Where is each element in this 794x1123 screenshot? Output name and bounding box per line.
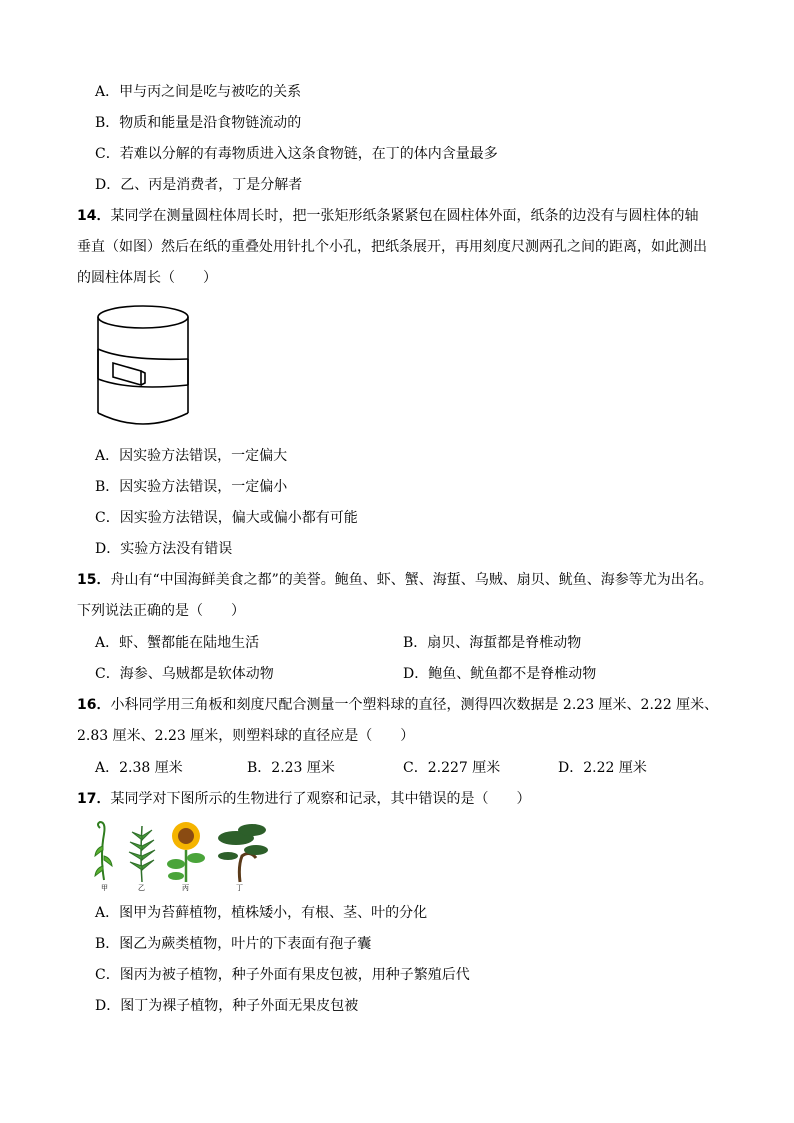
q17-option-c: C．图丙为被子植物，种子外面有果皮包被，用种子繁殖后代: [95, 967, 470, 983]
fern-plant-image: [129, 826, 155, 882]
q15-stem-line-2: 下列说法正确的是（ ）: [77, 603, 245, 619]
q16-stem-line-2: 2.83 厘米、2.23 厘米，则塑料球的直径应是（ ）: [77, 728, 415, 744]
q16-option-c: C．2.227 厘米: [403, 760, 501, 776]
q15-option-b: B．扇贝、海蜇都是脊椎动物: [403, 635, 582, 651]
q13-option-a: A．甲与丙之间是吃与被吃的关系: [95, 84, 302, 100]
plant-label-ding: 丁: [236, 884, 243, 892]
plants-illustration: [90, 816, 270, 884]
q14-option-a: A．因实验方法错误，一定偏大: [95, 448, 288, 464]
q16-option-a: A．2.38 厘米: [95, 760, 183, 776]
q15-stem-line-1: 15．舟山有“中国海鲜美食之都”的美誉。鲍鱼、虾、蟹、海蜇、乌贼、扇贝、鱿鱼、海参等尤为出名。: [77, 572, 713, 588]
q16-option-b: B．2.23 厘米: [247, 760, 335, 776]
q17-option-d: D．图丁为裸子植物，种子外面无果皮包被: [95, 998, 359, 1014]
q14-number: 14．: [77, 208, 111, 224]
q14-stem-line-1: 14．某同学在测量圆柱体周长时，把一张矩形纸条紧紧包在圆柱体外面，纸条的边没有与圆柱体的轴: [77, 208, 699, 224]
pine-plant-image: [218, 824, 268, 882]
q13-option-d: D．乙、丙是消费者，丁是分解者: [95, 177, 303, 193]
q15-number: 15．: [77, 572, 111, 588]
sunflower-plant-image: [167, 822, 205, 882]
q14-stem-line-2: 垂直（如图）然后在纸的重叠处用针扎个小孔，把纸条展开，再用刻度尺测两孔之间的距离，如此测出: [77, 239, 707, 255]
q16-number: 16．: [77, 697, 111, 713]
q17-option-b: B．图乙为蕨类植物，叶片的下表面有孢子囊: [95, 936, 372, 952]
plant-label-yi: 乙: [138, 884, 145, 892]
plant-label-bing: 丙: [182, 884, 189, 892]
q14-stem-line-3: 的圆柱体周长（ ）: [77, 270, 217, 286]
q17-stem-line-1: 17．某同学对下图所示的生物进行了观察和记录，其中错误的是（ ）: [77, 791, 531, 807]
q13-option-b: B．物质和能量是沿食物链流动的: [95, 115, 302, 131]
plants-figure: [90, 816, 270, 892]
cylinder-figure: [95, 303, 195, 429]
plant-label-jia: 甲: [101, 884, 108, 892]
q15-option-d: D．鲍鱼、鱿鱼都不是脊椎动物: [403, 666, 597, 682]
q16-option-d: D．2.22 厘米: [558, 760, 647, 776]
q17-option-a: A．图甲为苔藓植物，植株矮小，有根、茎、叶的分化: [95, 905, 428, 921]
q16-stem-line-1: 16．小科同学用三角板和刻度尺配合测量一个塑料球的直径，测得四次数据是 2.23 厘米、2.22 厘米、: [77, 697, 719, 713]
moss-plant-image: [95, 822, 112, 880]
q14-option-d: D．实验方法没有错误: [95, 541, 233, 557]
q17-number: 17．: [77, 791, 111, 807]
q15-option-c: C．海参、乌贼都是软体动物: [95, 666, 274, 682]
q14-option-b: B．因实验方法错误，一定偏小: [95, 479, 288, 495]
q13-option-c: C．若难以分解的有毒物质进入这条食物链，在丁的体内含量最多: [95, 146, 498, 162]
q14-option-c: C．因实验方法错误，偏大或偏小都有可能: [95, 510, 358, 526]
q15-option-a: A．虾、蟹都能在陆地生活: [95, 635, 260, 651]
